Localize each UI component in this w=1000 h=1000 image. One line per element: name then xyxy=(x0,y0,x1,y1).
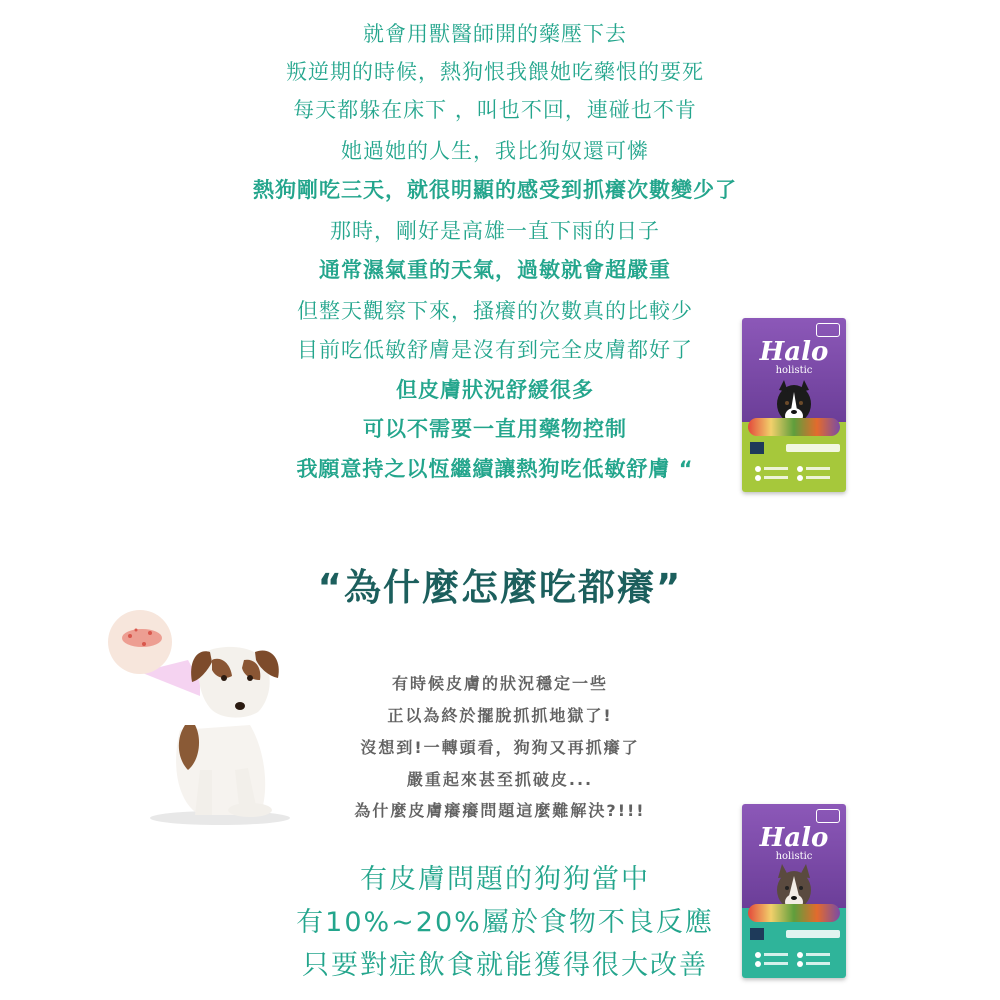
symptom-line-2: 正以為終於擺脫抓抓地獄了! xyxy=(387,706,613,725)
bag-recipe-label xyxy=(786,930,840,938)
story-line-9: 目前吃低敏舒膚是沒有到完全皮膚都好了 xyxy=(297,338,693,362)
story-line-11-highlight: 可以不需要一直用藥物控制 xyxy=(363,417,627,441)
bag-feature-icons xyxy=(752,463,836,483)
halo-product-bag-2 xyxy=(742,804,846,978)
symptom-line-3: 沒想到!一轉頭看，狗狗又再抓癢了 xyxy=(360,738,640,757)
bag-vegetables-art xyxy=(748,418,840,436)
stat-line-2: 有10%~20%屬於食物不良反應 xyxy=(296,907,714,938)
story-line-4: 她過她的人生，我比狗奴還可憐 xyxy=(341,139,649,163)
story-line-2: 叛逆期的時候，熱狗恨我餵她吃藥恨的要死 xyxy=(286,60,704,84)
symptom-line-1: 有時候皮膚的狀況穩定一些 xyxy=(391,674,608,693)
stat-line-3: 只要對症飲食就能獲得很大改善 xyxy=(302,950,708,981)
story-line-7-highlight: 通常濕氣重的天氣，過敏就會超嚴重 xyxy=(319,258,671,282)
story-line-12-highlight: 我願意持之以恆繼續讓熱狗吃低敏舒膚 “ xyxy=(296,457,694,481)
bag-brand-logo: Halo xyxy=(759,337,829,367)
symptom-line-4: 嚴重起來甚至抓破皮... xyxy=(406,770,594,789)
symptom-line-5: 為什麼皮膚癢癢問題這麼難解決?!!! xyxy=(354,801,646,820)
story-line-1: 就會用獸醫師開的藥壓下去 xyxy=(363,22,627,46)
story-line-10-highlight: 但皮膚狀況舒緩很多 xyxy=(396,378,594,402)
story-line-5-highlight: 熱狗剛吃三天，就很明顯的感受到抓癢次數變少了 xyxy=(253,178,737,202)
story-line-6: 那時，剛好是高雄一直下雨的日子 xyxy=(330,219,660,243)
halo-product-bag-1 xyxy=(742,318,846,492)
bag-recipe-label xyxy=(786,444,840,452)
bag-feature-icons xyxy=(752,949,836,969)
story-line-3: 每天都躲在床下 ，叫也不回，連碰也不肯 xyxy=(293,98,697,122)
bag-weight-box xyxy=(750,442,764,454)
bag-vegetables-art xyxy=(748,904,840,922)
bag-brand-sub: holistic xyxy=(775,851,813,862)
bag-badge-icon xyxy=(816,323,840,337)
stat-line-1: 有皮膚問題的狗狗當中 xyxy=(360,864,650,895)
bag-badge-icon xyxy=(816,809,840,823)
section-heading: “為什麼怎麼吃都癢” xyxy=(317,566,683,609)
bag-weight-box xyxy=(750,928,764,940)
bag-brand-logo: Halo xyxy=(759,823,829,853)
story-line-8: 但整天觀察下來，搔癢的次數真的比較少 xyxy=(297,299,693,323)
bag-brand-sub: holistic xyxy=(775,365,813,376)
